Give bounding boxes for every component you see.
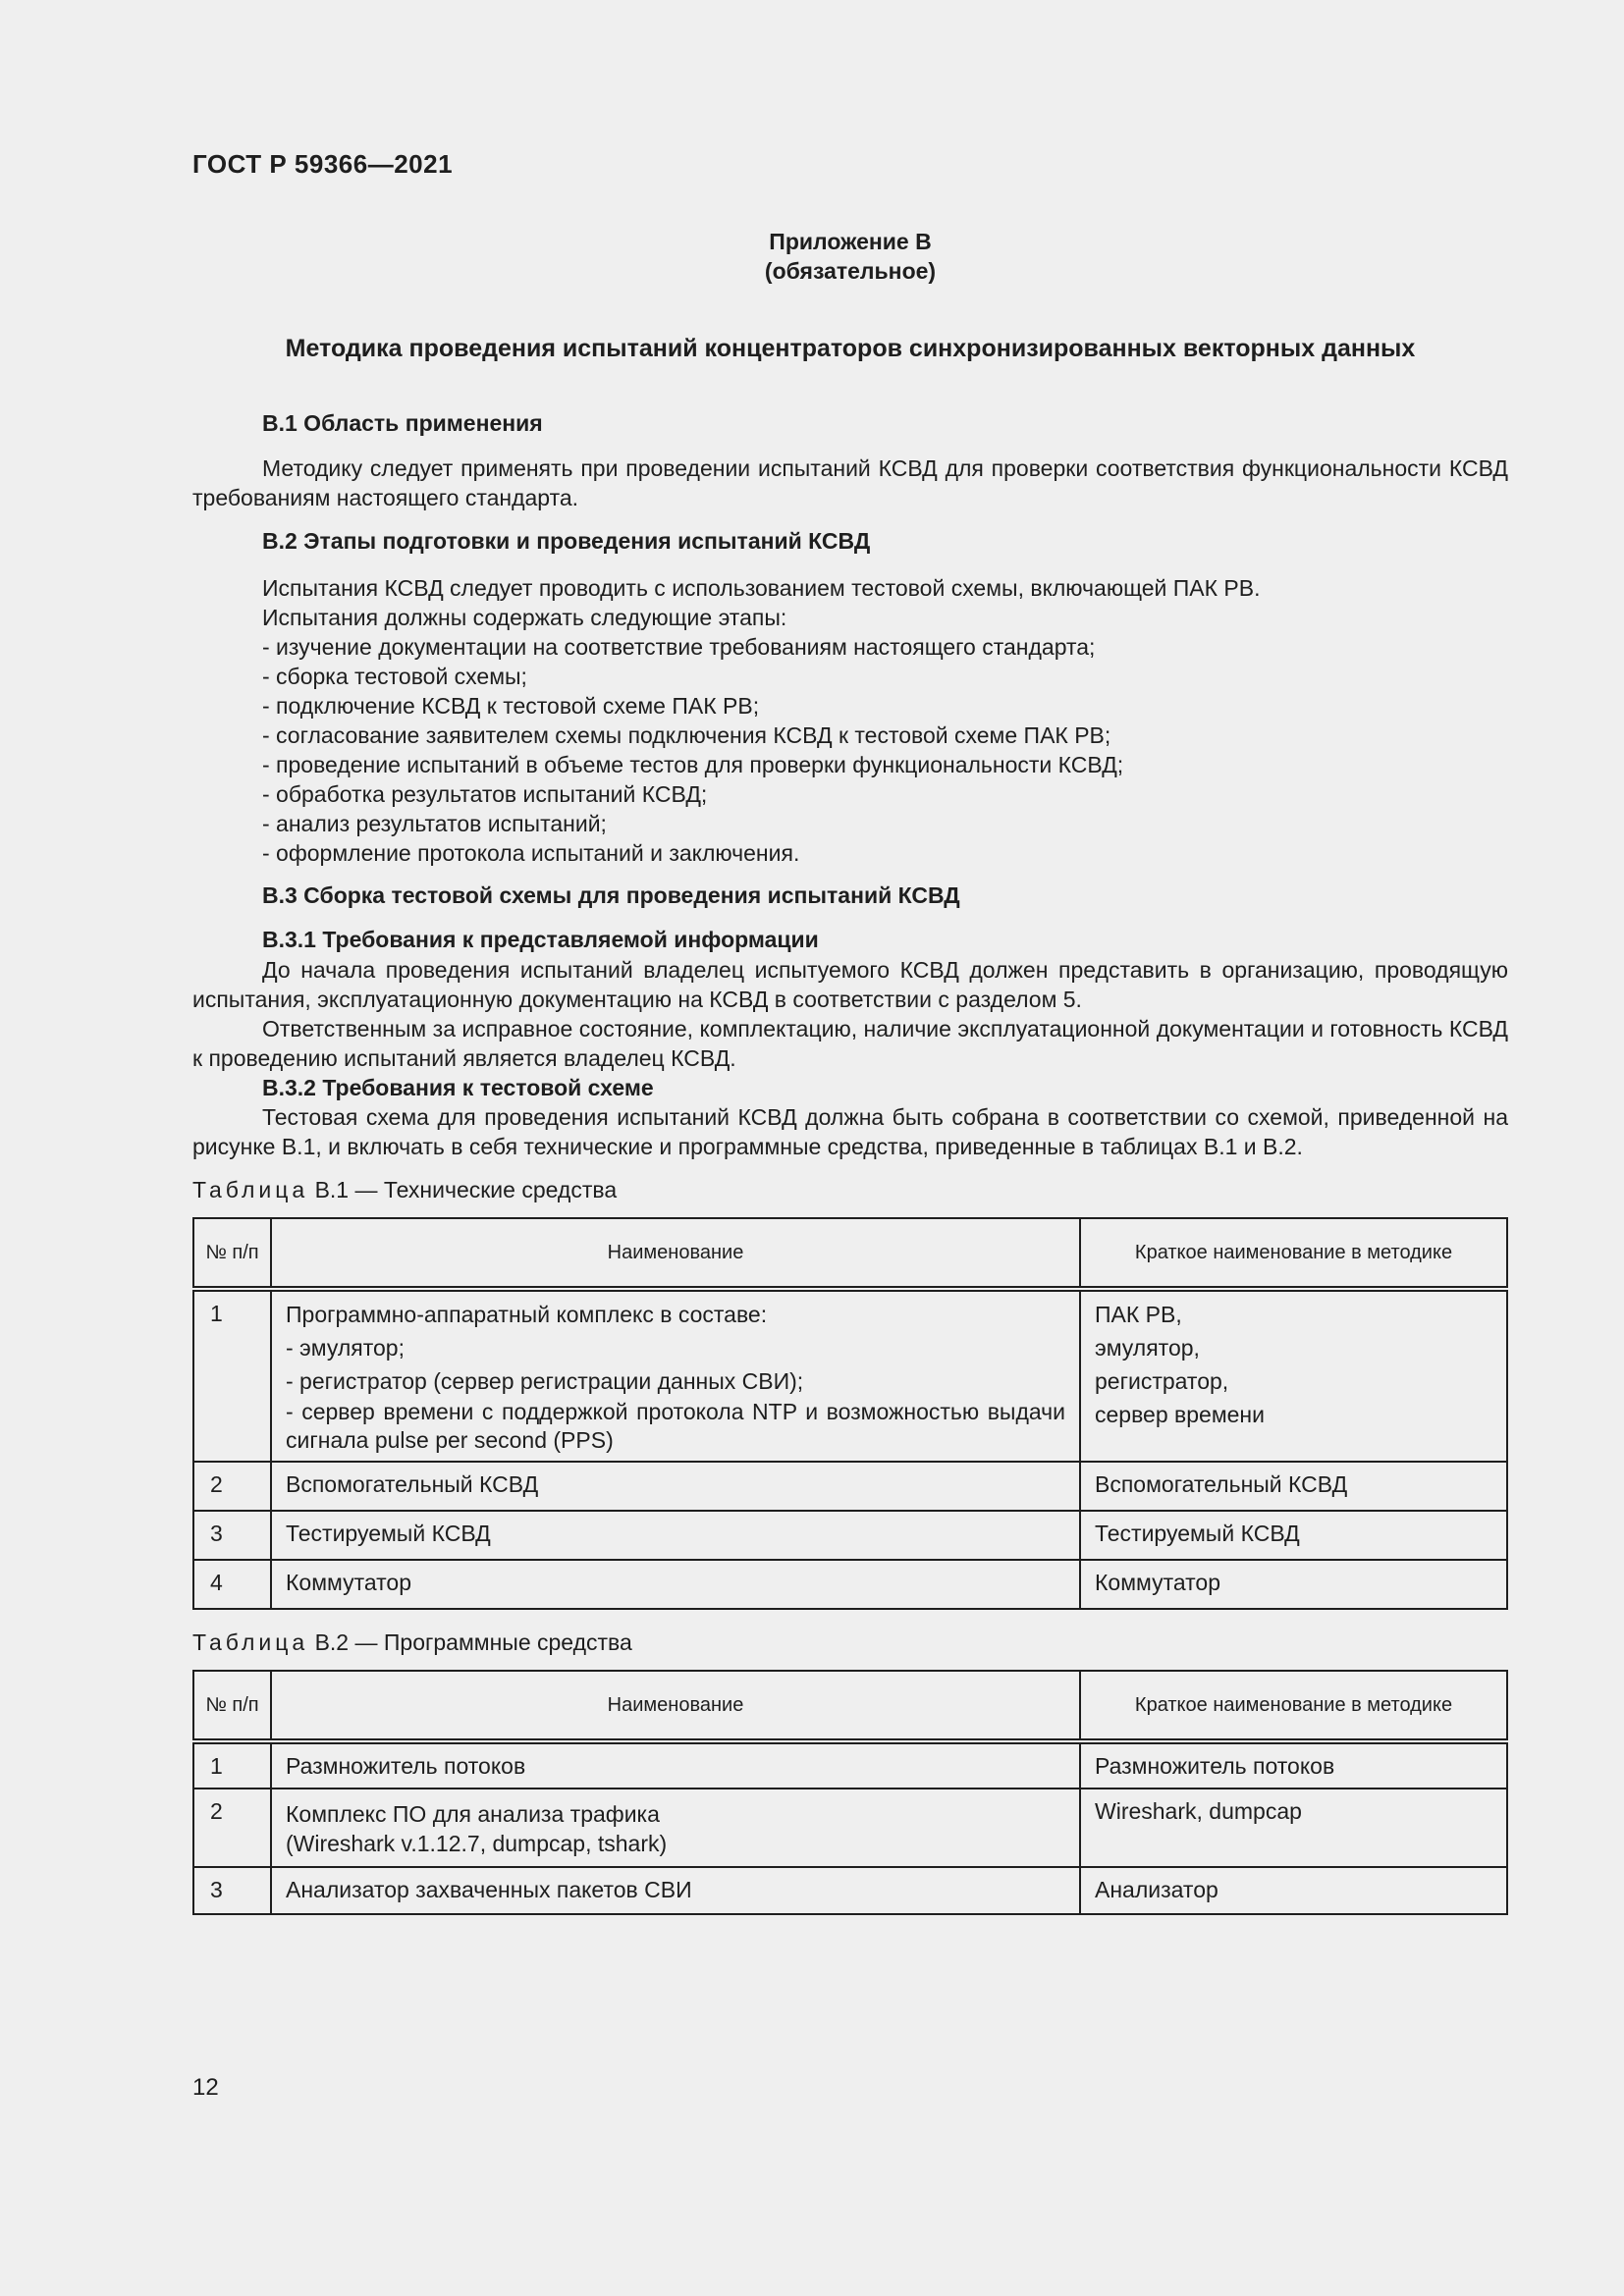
table-row [193,1289,1507,1462]
cell-line: - регистратор (сервер регистрации данных СВИ); [286,1368,804,1394]
header-number: № п/п [193,1671,271,1741]
cell-short-name: Вспомогательный КСВД [1080,1462,1507,1511]
cell-number: 4 [193,1560,271,1609]
table-header-row [193,1218,1507,1289]
appendix-heading [192,227,1508,286]
stage-list-item: - подключение КСВД к тестовой схеме ПАК РВ; [262,693,760,719]
cell-number: 1 [193,1741,271,1789]
table-row [193,1789,1507,1867]
cell-line: Комплекс ПО для анализа трафика [286,1801,660,1827]
cell-short-name [1080,1289,1507,1462]
stage-list-item: - сборка тестовой схемы; [262,664,527,689]
cell-name [271,1289,1080,1462]
section-b31-paragraph-2: Ответственным за исправное состояние, комплектацию, наличие эксплуатационной документации и готовность КСВД к проведению испытаний является владелец КСВД. [192,1016,1508,1071]
cell-number: 2 [193,1462,271,1511]
stage-list-item: - согласование заявителем схемы подключения КСВД к тестовой схеме ПАК РВ; [262,722,1111,748]
table-caption-prefix: Таблица [192,1629,309,1655]
cell-name: Коммутатор [271,1560,1080,1609]
stage-list-item: - проведение испытаний в объеме тестов для проверки функциональности КСВД; [262,752,1124,777]
section-b1-text: Методику следует применять при проведении испытаний КСВД для проверки соответствия функциональности КСВД требованиям настоящего стандарта. [192,455,1508,510]
appendix-status: (обязательное) [764,258,937,284]
stage-list-item: - оформление протокола испытаний и заключения. [262,840,800,866]
cell-short-name: Тестируемый КСВД [1080,1511,1507,1560]
cell-short-name: Wireshark, dumpcap [1080,1789,1507,1867]
cell-line: эмулятор, [1095,1335,1200,1361]
section-b2-heading: В.2 Этапы подготовки и проведения испытаний КСВД [262,528,871,554]
cell-line: Программно-аппаратный комплекс в составе: [286,1302,768,1327]
cell-number: 3 [193,1867,271,1914]
cell-line: сервер времени [1095,1402,1265,1427]
cell-line: (Wireshark v.1.12.7, dumpcap, tshark) [286,1831,668,1856]
cell-number: 3 [193,1511,271,1560]
table-caption-text: В.2 — Программные средства [314,1629,632,1655]
section-b3-heading: В.3 Сборка тестовой схемы для проведения испытаний КСВД [262,882,960,908]
cell-name: Размножитель потоков [271,1741,1080,1789]
cell-line: - сервер времени с поддержкой протокола NTP и возможностью выдачи сигнала pulse per second (PPS) [286,1399,1065,1453]
section-b2-intro-1: Испытания КСВД следует проводить с использованием тестовой схемы, включающей ПАК РВ. [262,575,1261,601]
cell-line: регистратор, [1095,1368,1229,1394]
stage-list-item: - анализ результатов испытаний; [262,811,607,836]
table-b1 [192,1217,1508,1610]
header-short-name: Краткое наименование в методике [1080,1671,1507,1741]
page-number: 12 [192,2074,219,2101]
section-b31-heading: В.3.1 Требования к представляемой информации [262,927,819,952]
table-b2 [192,1670,1508,1915]
table-header-row [193,1671,1507,1741]
table-caption-text: В.1 — Технические средства [314,1177,618,1202]
section-b1-heading: В.1 Область применения [262,410,543,436]
cell-number: 1 [193,1289,271,1462]
document-title: Методика проведения испытаний концентраторов синхронизированных векторных данных [285,335,1416,362]
cell-name [271,1789,1080,1867]
table-b2-caption [192,1628,632,1657]
cell-name: Тестируемый КСВД [271,1511,1080,1560]
appendix-title: Приложение В [769,229,932,254]
header-name: Наименование [271,1218,1080,1289]
cell-short-name: Размножитель потоков [1080,1741,1507,1789]
cell-name: Анализатор захваченных пакетов СВИ [271,1867,1080,1914]
table-row [193,1867,1507,1914]
section-b32-paragraph: Тестовая схема для проведения испытаний КСВД должна быть собрана в соответствии со схемой, приведенной на рисунке В.1, и включать в себя технические и программные средства, приведенные в таблицах В.1 и В.2. [192,1104,1508,1159]
standard-designation: ГОСТ Р 59366—2021 [192,149,454,179]
cell-short-name: Анализатор [1080,1867,1507,1914]
section-b32-heading: В.3.2 Требования к тестовой схеме [262,1075,654,1100]
section-b31-paragraph-1: До начала проведения испытаний владелец испытуемого КСВД должен представить в организацию, проводящую испытания, эксплуатационную документацию на КСВД в соответствии с разделом 5. [192,957,1508,1012]
stage-list-item: - изучение документации на соответствие требованиям настоящего стандарта; [262,634,1096,660]
table-row [193,1560,1507,1609]
table-row [193,1462,1507,1511]
header-short-name: Краткое наименование в методике [1080,1218,1507,1289]
table-row [193,1511,1507,1560]
cell-line: ПАК РВ, [1095,1302,1182,1327]
table-b1-caption [192,1175,617,1204]
cell-line: - эмулятор; [286,1335,405,1361]
stage-list-item: - обработка результатов испытаний КСВД; [262,781,708,807]
cell-number: 2 [193,1789,271,1867]
table-row [193,1741,1507,1789]
header-number: № п/п [193,1218,271,1289]
table-caption-prefix: Таблица [192,1177,309,1202]
cell-name: Вспомогательный КСВД [271,1462,1080,1511]
cell-short-name: Коммутатор [1080,1560,1507,1609]
header-name: Наименование [271,1671,1080,1741]
section-b2-intro-2: Испытания должны содержать следующие этапы: [262,605,787,630]
